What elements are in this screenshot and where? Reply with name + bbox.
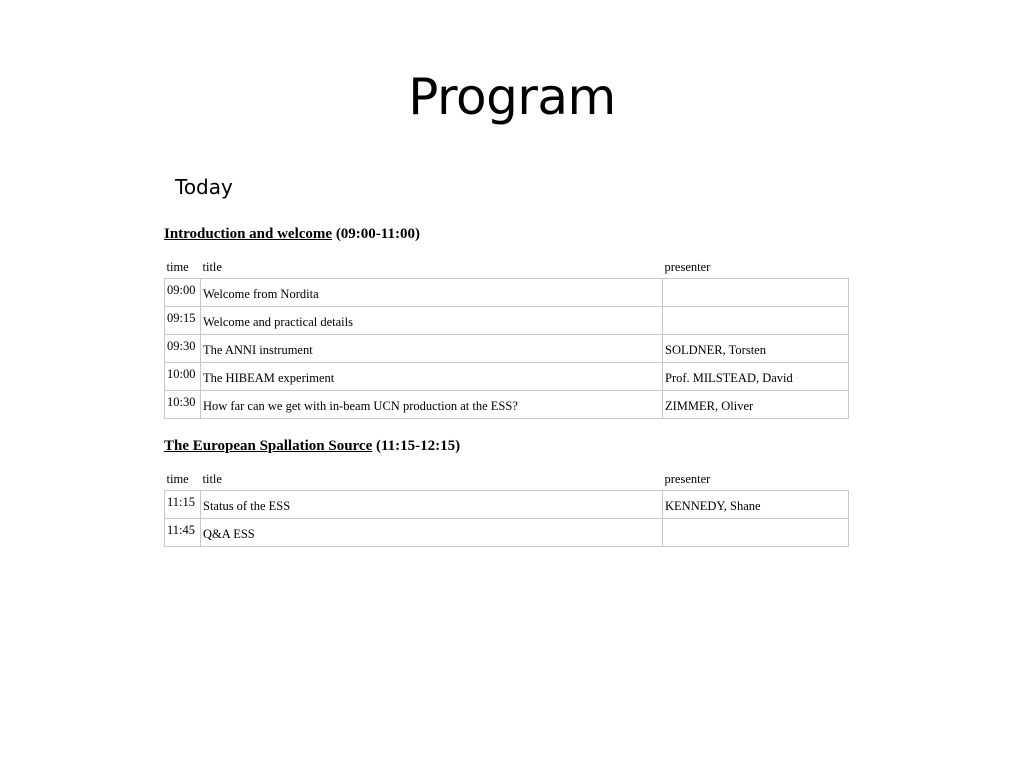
- column-header-presenter: presenter: [664, 259, 711, 274]
- session-heading: [164, 435, 848, 457]
- table-row: [165, 307, 849, 335]
- row-title: The ANNI instrument: [201, 335, 663, 363]
- session-heading: [164, 223, 848, 245]
- row-title: Q&A ESS: [201, 519, 663, 547]
- table-row: [165, 391, 849, 419]
- row-time: 10:30: [165, 391, 201, 419]
- row-time: 11:15: [165, 491, 201, 519]
- column-header-title: title: [202, 471, 222, 486]
- session-link[interactable]: The European Spallation Source: [164, 438, 373, 454]
- row-presenter: ZIMMER, Oliver: [663, 391, 849, 419]
- table-row: [165, 279, 849, 307]
- row-presenter: [663, 279, 849, 307]
- program-schedule: [164, 223, 848, 547]
- row-time: 09:00: [165, 279, 201, 307]
- session-time-range: (09:00-11:00): [335, 226, 420, 242]
- slide-subtitle: Today: [175, 175, 233, 199]
- slide-title: Program: [408, 68, 616, 126]
- session-table: [164, 468, 849, 547]
- column-header-time: time: [166, 471, 189, 486]
- session-time-range: (11:15-12:15): [376, 438, 461, 454]
- row-presenter: Prof. MILSTEAD, David: [663, 363, 849, 391]
- row-time: 10:00: [165, 363, 201, 391]
- session-link[interactable]: Introduction and welcome: [164, 226, 333, 242]
- row-presenter: [663, 307, 849, 335]
- row-presenter: KENNEDY, Shane: [663, 491, 849, 519]
- table-row: [165, 335, 849, 363]
- column-header-time: time: [166, 259, 189, 274]
- row-time: 09:15: [165, 307, 201, 335]
- table-header-row: [165, 468, 849, 491]
- column-header-presenter: presenter: [664, 471, 711, 486]
- row-presenter: [663, 519, 849, 547]
- row-time: 11:45: [165, 519, 201, 547]
- row-title: How far can we get with in-beam UCN production at the ESS?: [201, 391, 663, 419]
- table-row: [165, 363, 849, 391]
- column-header-title: title: [202, 259, 222, 274]
- row-title: Welcome from Nordita: [201, 279, 663, 307]
- row-presenter: SOLDNER, Torsten: [663, 335, 849, 363]
- session-spacer: [164, 419, 848, 435]
- table-row: [165, 519, 849, 547]
- table-row: [165, 491, 849, 519]
- row-time: 09:30: [165, 335, 201, 363]
- table-header-row: [165, 256, 849, 279]
- row-title: The HIBEAM experiment: [201, 363, 663, 391]
- row-title: Welcome and practical details: [201, 307, 663, 335]
- session-table: [164, 256, 849, 419]
- row-title: Status of the ESS: [201, 491, 663, 519]
